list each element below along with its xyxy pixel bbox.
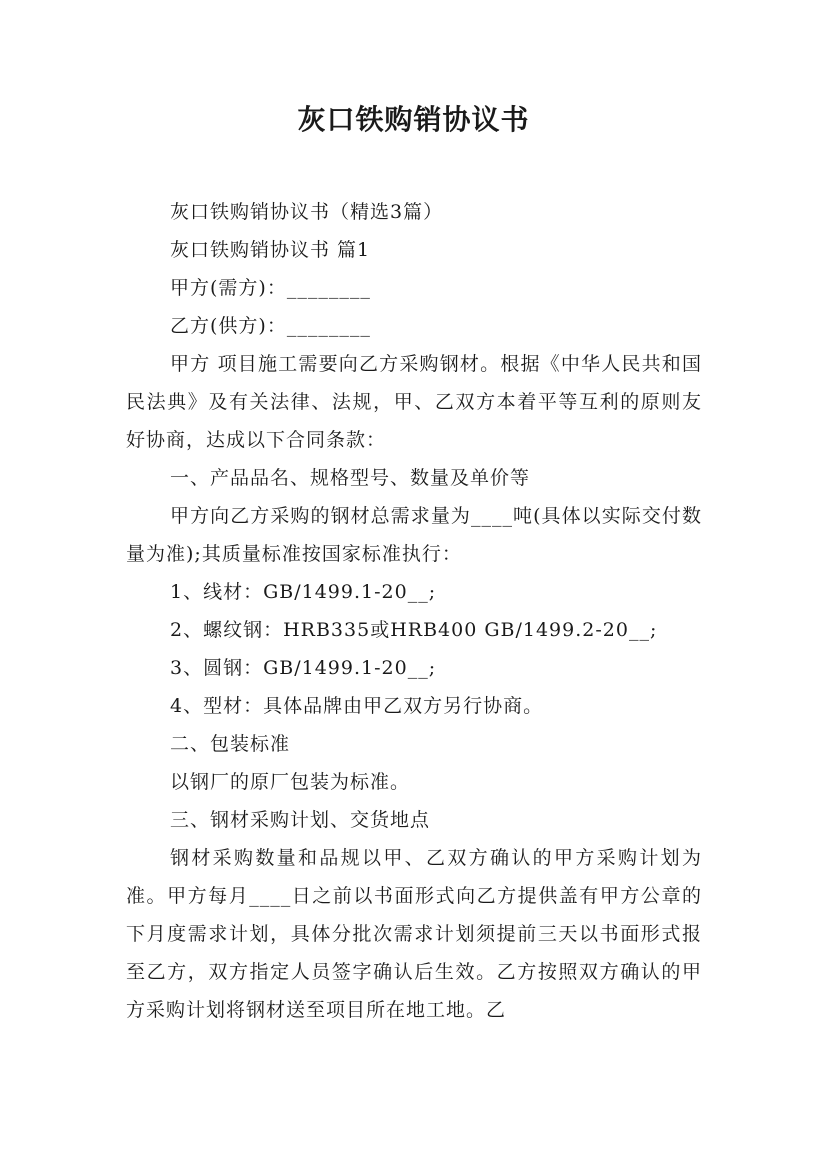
document-title: 灰口铁购销协议书	[297, 103, 530, 136]
paragraph-clause-2-heading: 二、包装标准	[170, 733, 291, 755]
paragraph-item-4: 4、型材：具体品牌由甲乙双方另行协商。	[170, 695, 544, 717]
paragraph-clause-1-heading: 一、产品品名、规格型号、数量及单价等	[170, 467, 531, 489]
document-body	[126, 193, 702, 1029]
paragraph-clause-3-heading: 三、钢材采购计划、交货地点	[170, 809, 431, 831]
paragraph-clause-3-body: 钢材采购数量和品规以甲、乙双方确认的甲方采购计划为准。甲方每月____日之前以书面形式向乙方提供盖有甲方公章的下月度需求计划，具体分批次需求计划须提前三天以书面形式报至乙方，双方指定人员签字确认后生效。乙方按照双方确认的甲方采购计划将钢材送至项目所在地工地。乙	[126, 847, 702, 1021]
paragraph-subtitle: 灰口铁购销协议书（精选3篇）	[170, 201, 444, 223]
paragraph-party-b: 乙方(供方)：________	[170, 315, 371, 337]
paragraph-clause-1-body: 甲方向乙方采购的钢材总需求量为____吨(具体以实际交付数量为准);其质量标准按国家标准执行：	[126, 505, 702, 565]
paragraph-item-3: 3、圆钢：GB/1499.1-20__;	[170, 657, 437, 679]
paragraph-item-1: 1、线材：GB/1499.1-20__;	[170, 581, 437, 603]
paragraph-party-a: 甲方(需方)：________	[170, 277, 371, 299]
paragraph-preamble: 甲方 项目施工需要向乙方采购钢材。根据《中华人民共和国民法典》及有关法律、法规，甲、乙双方本着平等互利的原则友好协商，达成以下合同条款：	[126, 353, 702, 451]
paragraph-item-2: 2、螺纹钢：HRB335或HRB400 GB/1499.2-20__;	[170, 619, 658, 641]
paragraph-section-heading: 灰口铁购销协议书 篇1	[170, 239, 371, 261]
paragraph-clause-2-body: 以钢厂的原厂包装为标准。	[170, 771, 411, 793]
